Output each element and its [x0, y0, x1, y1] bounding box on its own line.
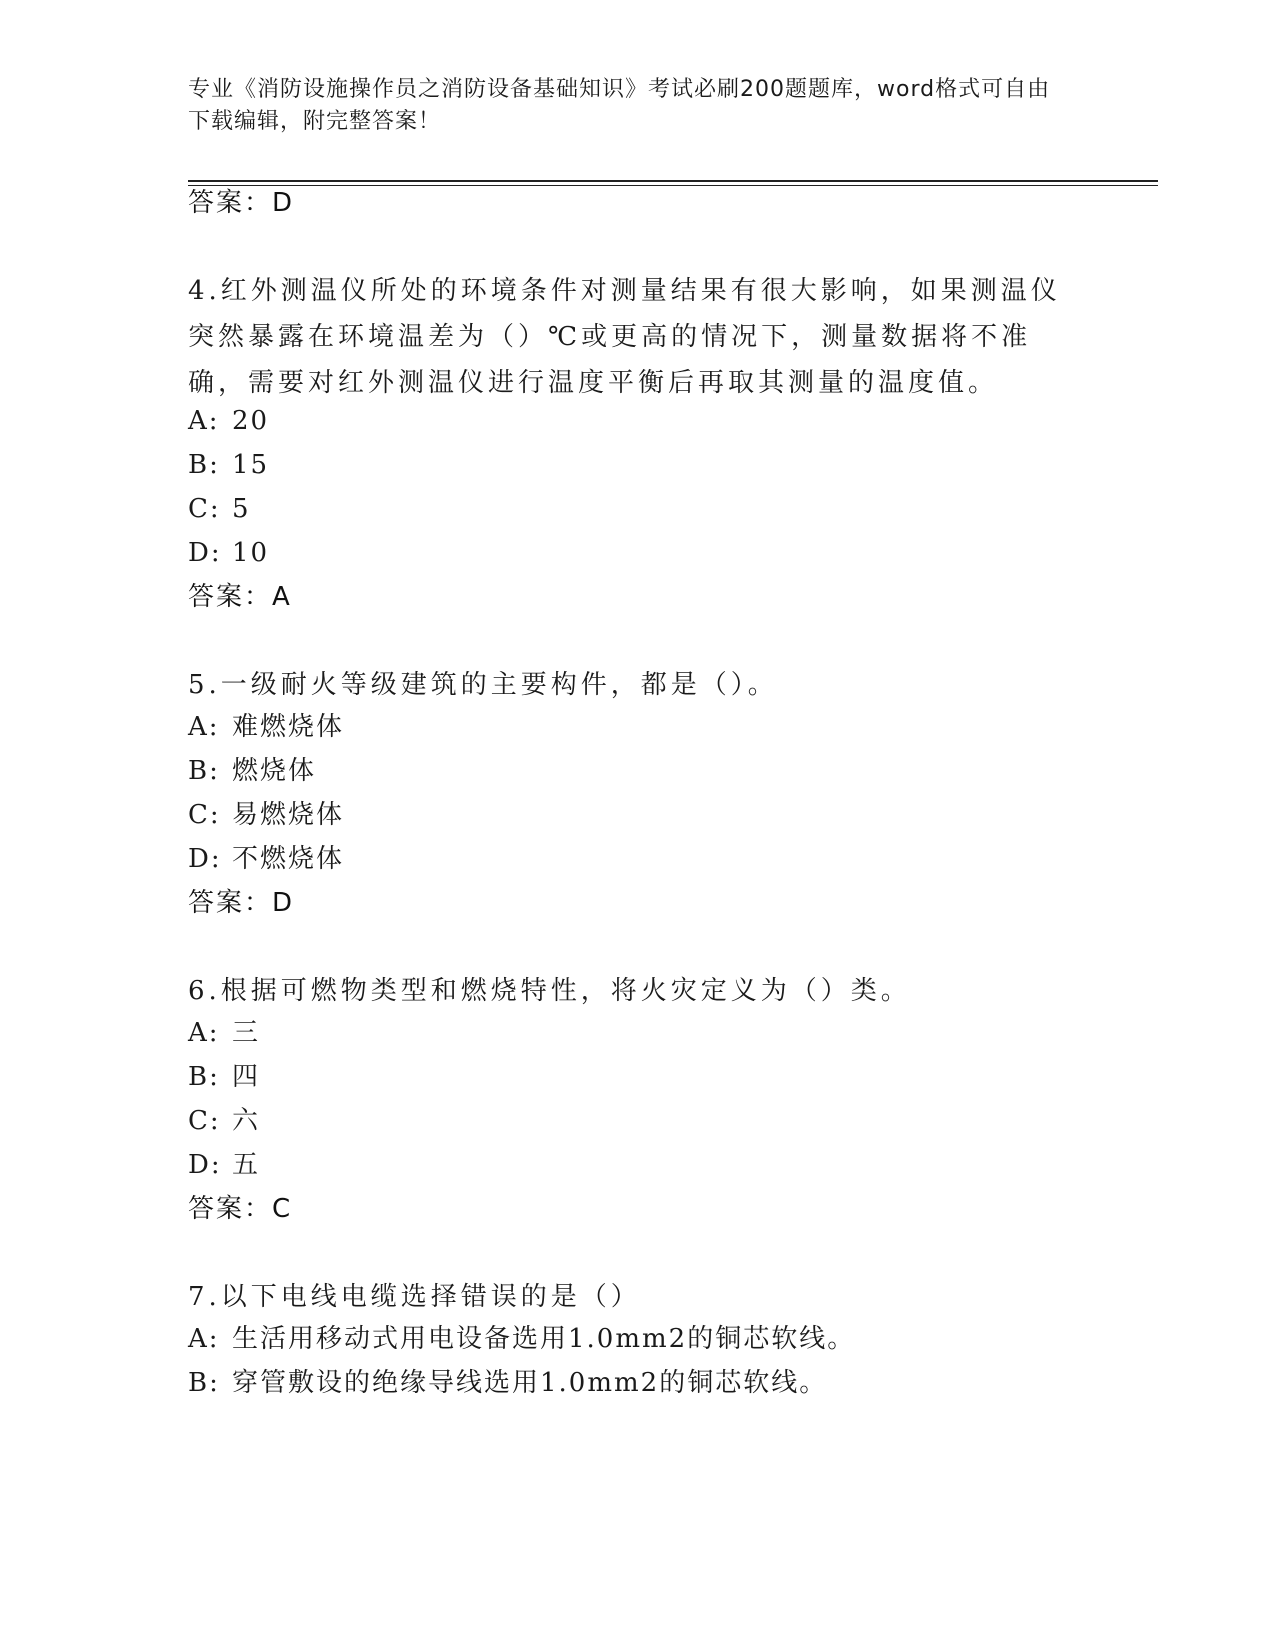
option-text: 15: [232, 450, 270, 480]
document-header: 专业《消防设施操作员之消防设备基础知识》考试必刷200题题库，word格式可自由下载编辑，附完整答案！: [188, 77, 1051, 134]
option-text: 六: [232, 1106, 261, 1136]
option-text: 燃烧体: [232, 756, 317, 786]
option-text: 易燃烧体: [232, 800, 345, 830]
q6-option-a: [188, 1016, 1068, 1050]
option-letter: C:: [188, 1106, 221, 1136]
question-4: 4.红外测温仪所处的环境条件对测量结果有很大影响，如果测温仪突然暴露在环境温差为（）℃或更高的情况下，测量数据将不准确，需要对红外测温仪进行温度平衡后再取其测量的温度值。: [188, 276, 1061, 398]
option-text: 不燃烧体: [232, 844, 345, 874]
option-letter: A:: [188, 712, 220, 742]
answer-q6: 答案：C: [188, 1194, 293, 1224]
option-text: 10: [232, 538, 270, 568]
q5-option-d: [188, 842, 1068, 876]
option-letter: C:: [188, 800, 221, 830]
q4-option-d: [188, 536, 1068, 570]
option-text: 穿管敷设的绝缘导线选用1.0mm2的铜芯软线。: [232, 1368, 828, 1398]
question-5: 5.一级耐火等级建筑的主要构件，都是（）。: [188, 670, 778, 700]
q5-option-c: [188, 798, 1068, 832]
option-text: 五: [232, 1150, 261, 1180]
question-7: 7.以下电线电缆选择错误的是（）: [188, 1282, 641, 1312]
q5-option-b: [188, 754, 1068, 788]
option-letter: A:: [188, 406, 220, 436]
q6-option-d: [188, 1148, 1068, 1182]
q5-option-a: [188, 710, 1068, 744]
option-letter: B:: [188, 1368, 220, 1398]
answer-q5: 答案：D: [188, 888, 295, 918]
option-letter: D:: [188, 538, 222, 568]
answer-q4: 答案：A: [188, 582, 292, 612]
option-text: 生活用移动式用电设备选用1.0mm2的铜芯软线。: [232, 1324, 856, 1354]
option-letter: D:: [188, 844, 222, 874]
option-text: 20: [232, 406, 270, 436]
answer-q3: 答案：D: [188, 188, 295, 218]
option-letter: C:: [188, 494, 221, 524]
q7-option-a: [188, 1322, 1068, 1356]
option-letter: D:: [188, 1150, 222, 1180]
option-letter: A:: [188, 1018, 220, 1048]
option-letter: B:: [188, 450, 220, 480]
q7-option-b: [188, 1366, 1068, 1400]
question-6: 6.根据可燃物类型和燃烧特性，将火灾定义为（）类。: [188, 976, 911, 1006]
option-text: 三: [232, 1018, 261, 1048]
q6-option-c: [188, 1104, 1068, 1138]
option-letter: A:: [188, 1324, 220, 1354]
q4-option-a: [188, 404, 1068, 438]
option-text: 5: [232, 494, 251, 524]
q6-option-b: [188, 1060, 1068, 1094]
header-rule-thick: [188, 180, 1158, 182]
q4-option-c: [188, 492, 1068, 526]
option-text: 难燃烧体: [232, 712, 345, 742]
option-text: 四: [232, 1062, 261, 1092]
option-letter: B:: [188, 756, 220, 786]
q4-option-b: [188, 448, 1068, 482]
option-letter: B:: [188, 1062, 220, 1092]
